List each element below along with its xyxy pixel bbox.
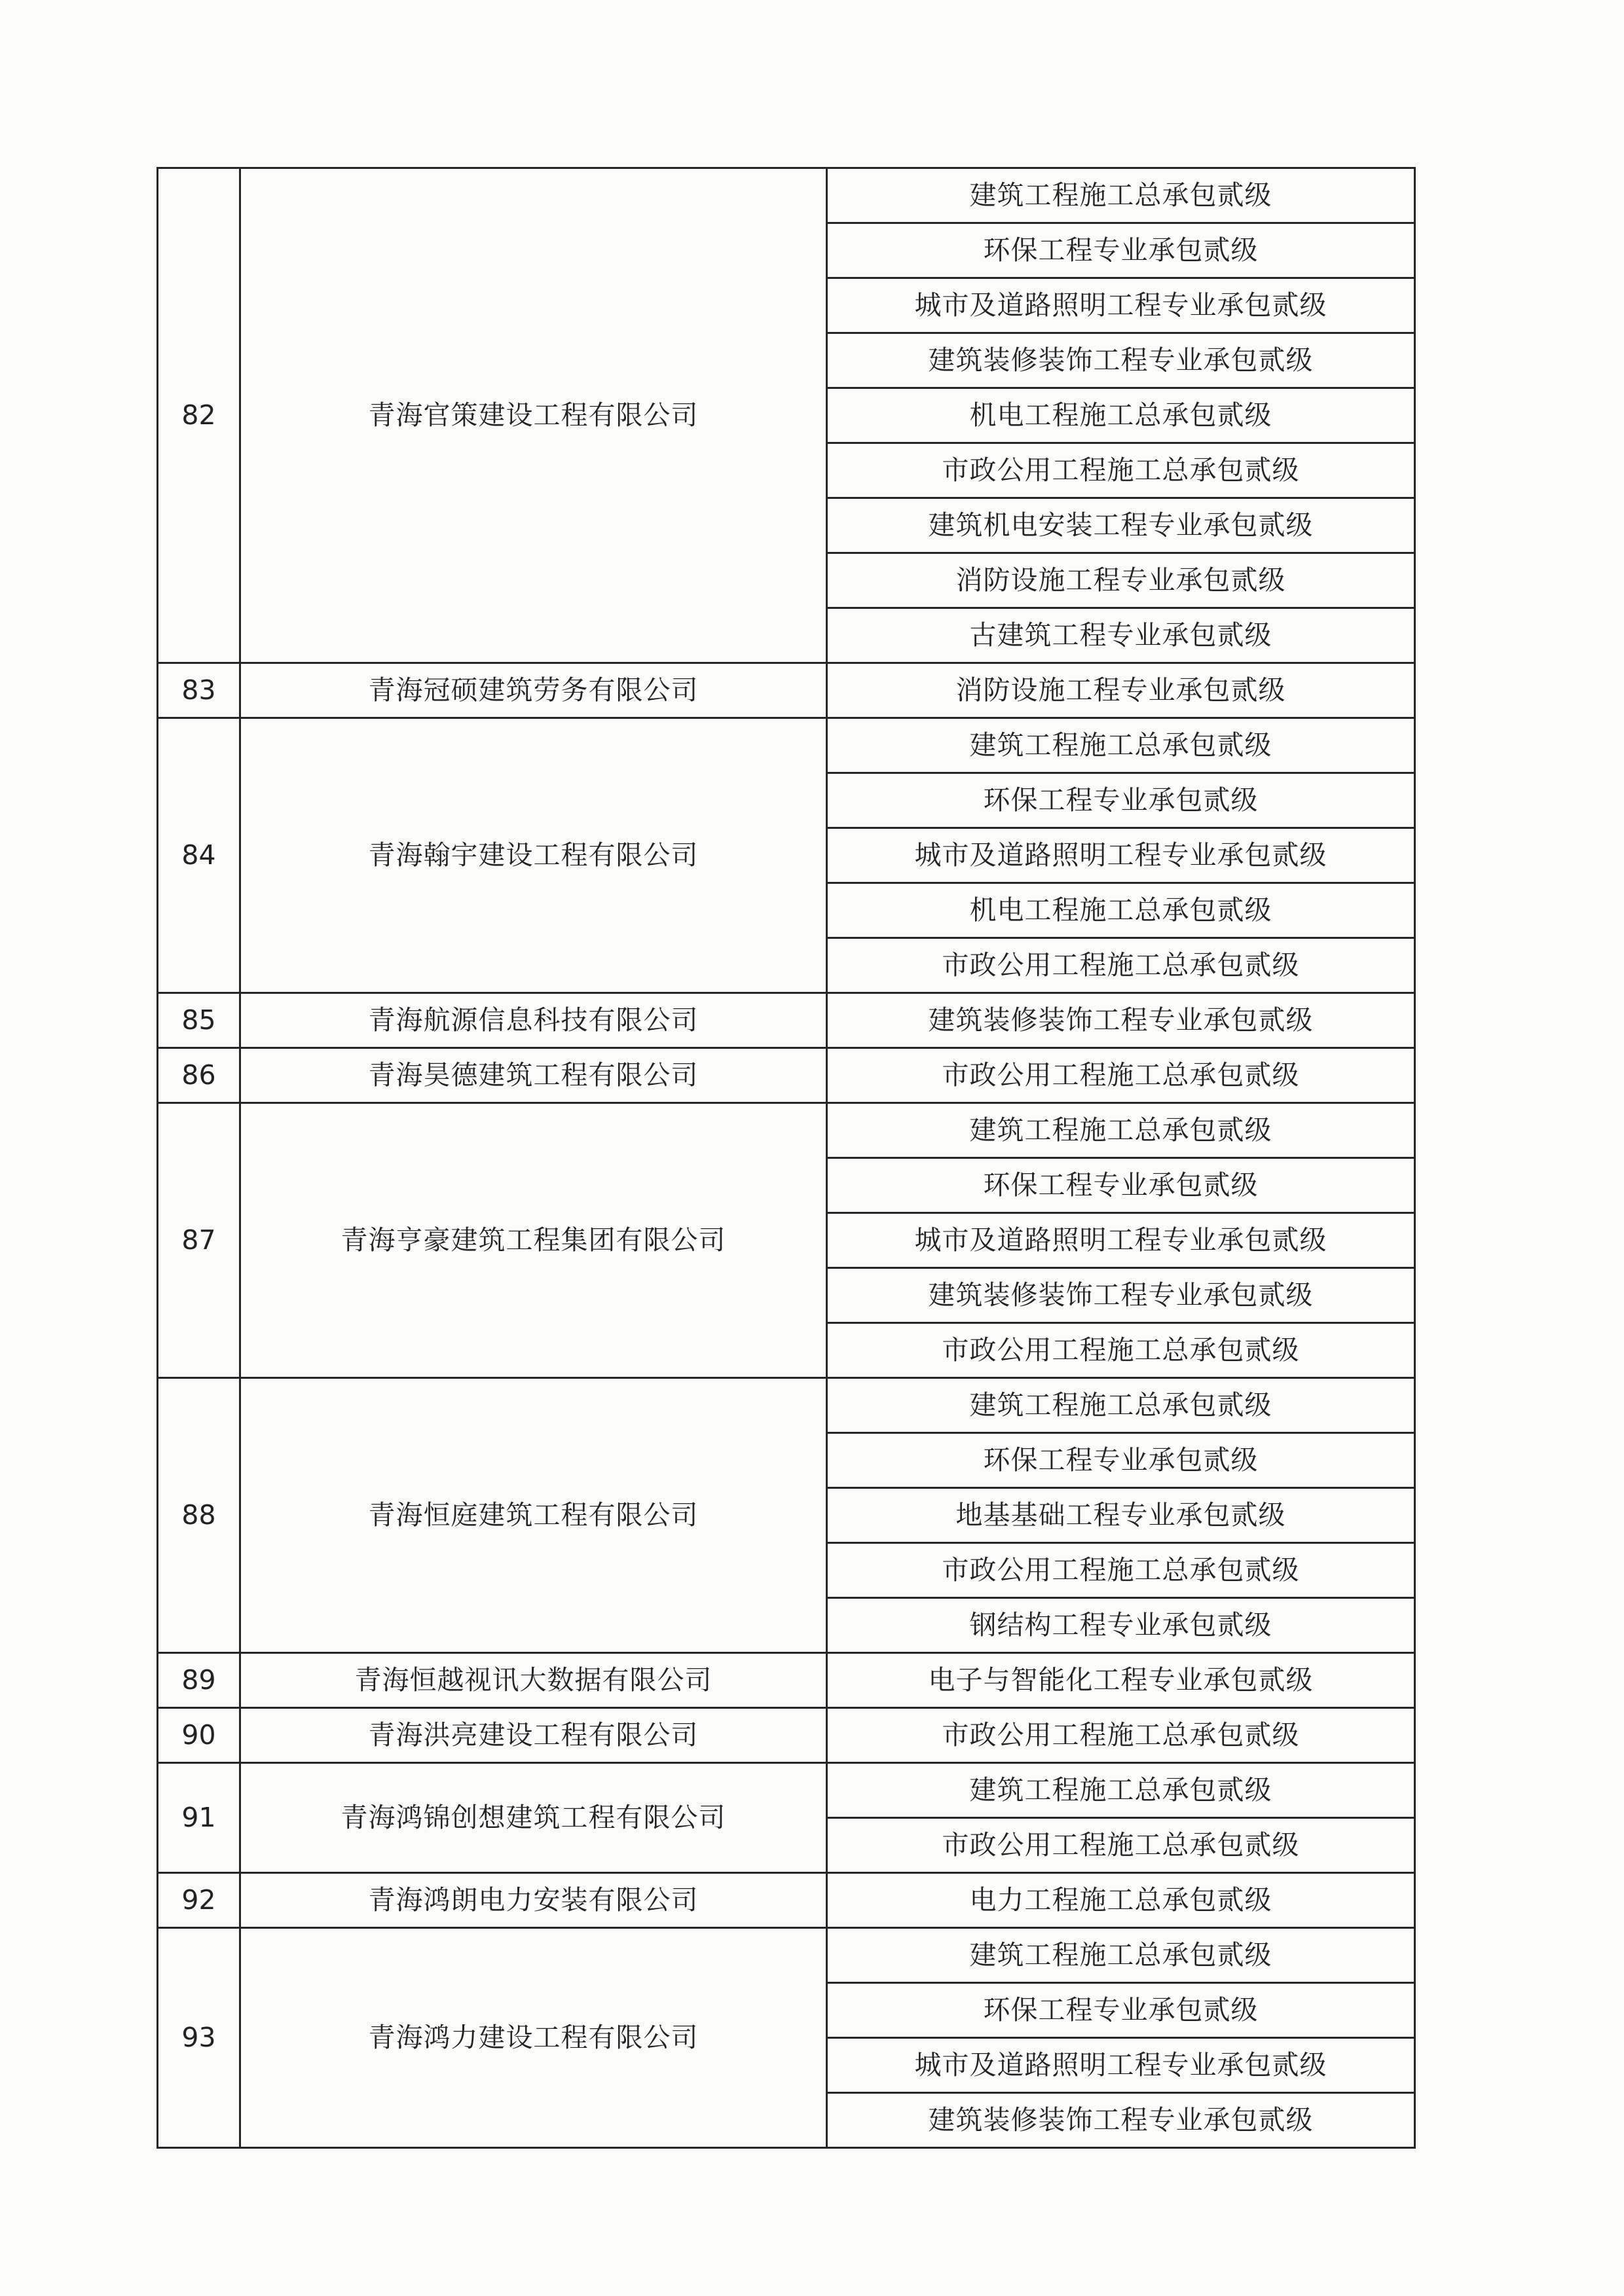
company-name: 青海鸿朗电力安装有限公司 xyxy=(240,1873,827,1928)
row-number: 92 xyxy=(158,1873,240,1928)
qualification: 市政公用工程施工总承包贰级 xyxy=(827,1048,1415,1103)
row-number: 84 xyxy=(158,718,240,993)
company-name: 青海昊德建筑工程有限公司 xyxy=(240,1048,827,1103)
qualification: 环保工程专业承包贰级 xyxy=(827,1433,1415,1488)
qualification: 市政公用工程施工总承包贰级 xyxy=(827,1708,1415,1763)
table-row xyxy=(158,993,1415,1048)
row-number: 82 xyxy=(158,168,240,663)
table-body xyxy=(158,168,1415,2148)
company-name: 青海亨豪建筑工程集团有限公司 xyxy=(240,1103,827,1378)
company-name: 青海官策建设工程有限公司 xyxy=(240,168,827,663)
table-row xyxy=(158,718,1415,773)
qualification: 电力工程施工总承包贰级 xyxy=(827,1873,1415,1928)
company-name: 青海恒庭建筑工程有限公司 xyxy=(240,1378,827,1653)
qualification: 钢结构工程专业承包贰级 xyxy=(827,1598,1415,1653)
table-row xyxy=(158,168,1415,223)
table-row xyxy=(158,1653,1415,1708)
table-row xyxy=(158,663,1415,718)
row-number: 91 xyxy=(158,1763,240,1873)
qualification: 建筑工程施工总承包贰级 xyxy=(827,1928,1415,1983)
qualification: 建筑工程施工总承包贰级 xyxy=(827,1378,1415,1433)
qualification-table xyxy=(157,167,1416,2149)
table-row xyxy=(158,1378,1415,1433)
table-row xyxy=(158,1048,1415,1103)
qualification: 环保工程专业承包贰级 xyxy=(827,773,1415,828)
row-number: 86 xyxy=(158,1048,240,1103)
row-number: 90 xyxy=(158,1708,240,1763)
qualification: 环保工程专业承包贰级 xyxy=(827,1983,1415,2038)
qualification: 建筑装修装饰工程专业承包贰级 xyxy=(827,993,1415,1048)
qualification: 环保工程专业承包贰级 xyxy=(827,223,1415,278)
company-name: 青海航源信息科技有限公司 xyxy=(240,993,827,1048)
qualification: 建筑装修装饰工程专业承包贰级 xyxy=(827,2093,1415,2148)
qualification: 建筑机电安装工程专业承包贰级 xyxy=(827,498,1415,553)
qualification: 建筑装修装饰工程专业承包贰级 xyxy=(827,333,1415,388)
row-number: 87 xyxy=(158,1103,240,1378)
qualification: 城市及道路照明工程专业承包贰级 xyxy=(827,2038,1415,2093)
row-number: 85 xyxy=(158,993,240,1048)
qualification: 机电工程施工总承包贰级 xyxy=(827,388,1415,443)
qualification: 建筑工程施工总承包贰级 xyxy=(827,1103,1415,1158)
qualification: 建筑工程施工总承包贰级 xyxy=(827,718,1415,773)
qualification: 市政公用工程施工总承包贰级 xyxy=(827,938,1415,993)
company-name: 青海洪亮建设工程有限公司 xyxy=(240,1708,827,1763)
qualification: 消防设施工程专业承包贰级 xyxy=(827,553,1415,608)
qualification: 市政公用工程施工总承包贰级 xyxy=(827,443,1415,498)
table-row xyxy=(158,1103,1415,1158)
company-name: 青海翰宇建设工程有限公司 xyxy=(240,718,827,993)
table-row xyxy=(158,1763,1415,1818)
company-name: 青海冠硕建筑劳务有限公司 xyxy=(240,663,827,718)
company-name: 青海鸿力建设工程有限公司 xyxy=(240,1928,827,2148)
qualification: 建筑工程施工总承包贰级 xyxy=(827,168,1415,223)
qualification: 城市及道路照明工程专业承包贰级 xyxy=(827,828,1415,883)
qualification: 市政公用工程施工总承包贰级 xyxy=(827,1543,1415,1598)
qualification: 机电工程施工总承包贰级 xyxy=(827,883,1415,938)
table-row xyxy=(158,1708,1415,1763)
table-row xyxy=(158,1873,1415,1928)
qualification: 环保工程专业承包贰级 xyxy=(827,1158,1415,1213)
row-number: 83 xyxy=(158,663,240,718)
qualification: 地基基础工程专业承包贰级 xyxy=(827,1488,1415,1543)
qualification: 市政公用工程施工总承包贰级 xyxy=(827,1818,1415,1873)
table-row xyxy=(158,1928,1415,1983)
qualification: 市政公用工程施工总承包贰级 xyxy=(827,1323,1415,1378)
row-number: 89 xyxy=(158,1653,240,1708)
qualification: 城市及道路照明工程专业承包贰级 xyxy=(827,1213,1415,1268)
qualification: 建筑工程施工总承包贰级 xyxy=(827,1763,1415,1818)
row-number: 88 xyxy=(158,1378,240,1653)
row-number: 93 xyxy=(158,1928,240,2148)
qualification: 建筑装修装饰工程专业承包贰级 xyxy=(827,1268,1415,1323)
company-name: 青海鸿锦创想建筑工程有限公司 xyxy=(240,1763,827,1873)
company-name: 青海恒越视讯大数据有限公司 xyxy=(240,1653,827,1708)
qualification: 城市及道路照明工程专业承包贰级 xyxy=(827,278,1415,333)
qualification: 古建筑工程专业承包贰级 xyxy=(827,608,1415,663)
qualification: 电子与智能化工程专业承包贰级 xyxy=(827,1653,1415,1708)
qualification: 消防设施工程专业承包贰级 xyxy=(827,663,1415,718)
